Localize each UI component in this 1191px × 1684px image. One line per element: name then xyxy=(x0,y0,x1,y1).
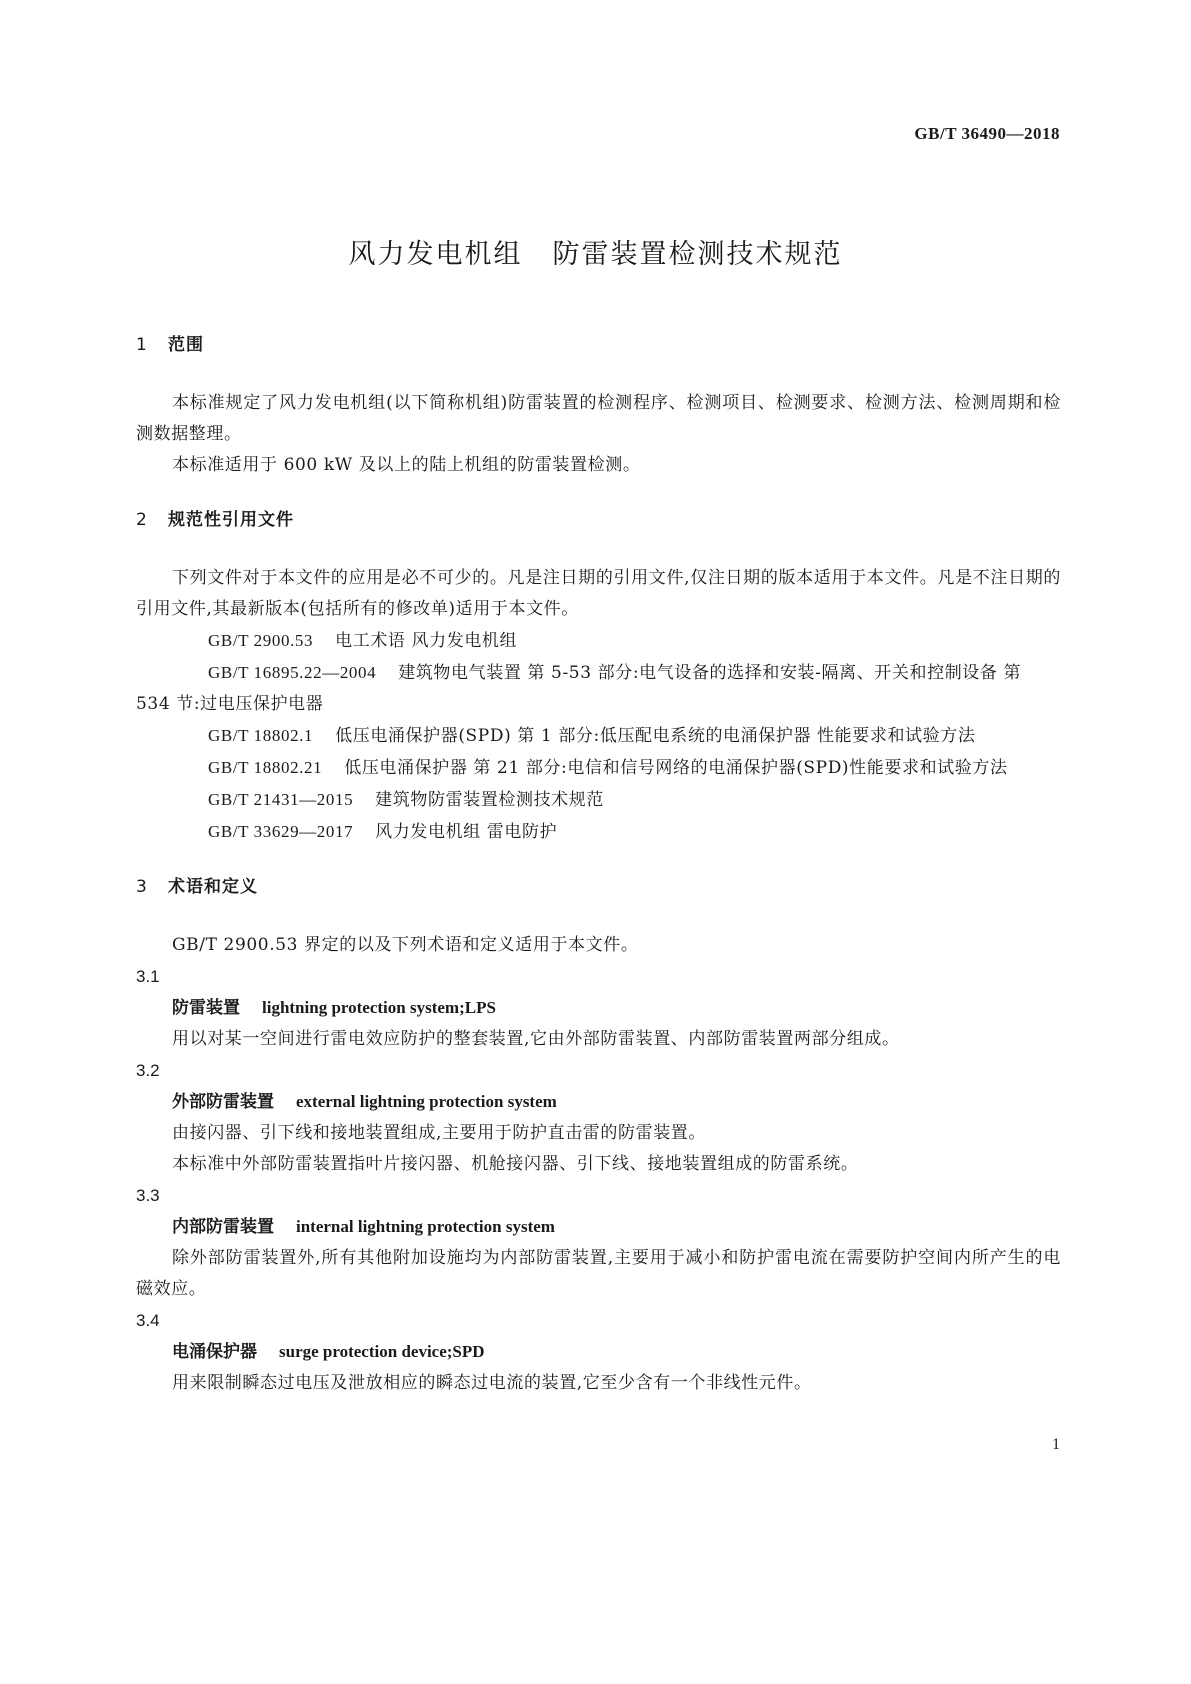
refs-intro: 下列文件对于本文件的应用是必不可少的。凡是注日期的引用文件,仅注日期的版本适用于本文件。凡是不注日期的引用文件,其最新版本(包括所有的修改单)适用于本文件。 xyxy=(136,568,1061,619)
term-definition: 用来限制瞬态过电压及泄放相应的瞬态过电流的装置,它至少含有一个非线性元件。 xyxy=(172,1373,812,1393)
term-heading: 外部防雷装置 external lightning protection system xyxy=(172,1092,557,1112)
document-body xyxy=(136,332,1061,1399)
terms-intro: GB/T 2900.53 界定的以及下列术语和定义适用于本文件。 xyxy=(172,935,639,955)
term-heading: 内部防雷装置 internal lightning protection system xyxy=(172,1217,555,1237)
term-definition: 用以对某一空间进行雷电效应防护的整套装置,它由外部防雷装置、内部防雷装置两部分组成。 xyxy=(172,1029,900,1049)
scope-paragraph: 本标准适用于 600 kW 及以上的陆上机组的防雷装置检测。 xyxy=(172,455,641,475)
title-part-1: 风力发电机组 xyxy=(348,239,523,270)
document-title xyxy=(0,232,1191,271)
section-heading-terms: 3 术语和定义 xyxy=(136,877,258,897)
term-number: 3.1 xyxy=(136,967,160,986)
term-definition: 除外部防雷装置外,所有其他附加设施均为内部防雷装置,主要用于减小和防护雷电流在需要防护空间内所产生的电磁效应。 xyxy=(136,1248,1061,1299)
standard-code: GB/T 36490—2018 xyxy=(914,124,1060,143)
reference-item: GB/T 2900.53 电工术语 风力发电机组 xyxy=(208,631,518,651)
term-heading: 电涌保护器 surge protection device;SPD xyxy=(172,1342,485,1362)
reference-item: GB/T 16895.22—2004 建筑物电气装置 第 5-53 部分:电气设备的选择和安装-隔离、开关和控制设备 第 534 节:过电压保护电器 xyxy=(136,663,1022,714)
term-definition: 由接闪器、引下线和接地装置组成,主要用于防护直击雷的防雷装置。 xyxy=(172,1123,707,1143)
reference-item: GB/T 33629—2017 风力发电机组 雷电防护 xyxy=(208,822,558,842)
term-number: 3.2 xyxy=(136,1061,160,1080)
term-number: 3.4 xyxy=(136,1311,160,1330)
term-definition: 本标准中外部防雷装置指叶片接闪器、机舱接闪器、引下线、接地装置组成的防雷系统。 xyxy=(172,1154,859,1174)
reference-item: GB/T 18802.1 低压电涌保护器(SPD) 第 1 部分:低压配电系统的电涌保护器 性能要求和试验方法 xyxy=(208,726,976,746)
page-number: 1 xyxy=(1052,1436,1060,1453)
term-heading: 防雷装置 lightning protection system;LPS xyxy=(172,998,496,1018)
reference-item: GB/T 21431—2015 建筑物防雷装置检测技术规范 xyxy=(208,790,604,810)
title-part-2: 防雷装置检测技术规范 xyxy=(552,239,843,270)
reference-item: GB/T 18802.21 低压电涌保护器 第 21 部分:电信和信号网络的电涌保护器(SPD)性能要求和试验方法 xyxy=(208,758,1008,778)
section-heading-normative-refs: 2 规范性引用文件 xyxy=(136,510,294,530)
term-number: 3.3 xyxy=(136,1186,160,1205)
section-heading-scope: 1 范围 xyxy=(136,335,204,355)
scope-paragraph: 本标准规定了风力发电机组(以下简称机组)防雷装置的检测程序、检测项目、检测要求、检测方法、检测周期和检测数据整理。 xyxy=(136,393,1061,444)
